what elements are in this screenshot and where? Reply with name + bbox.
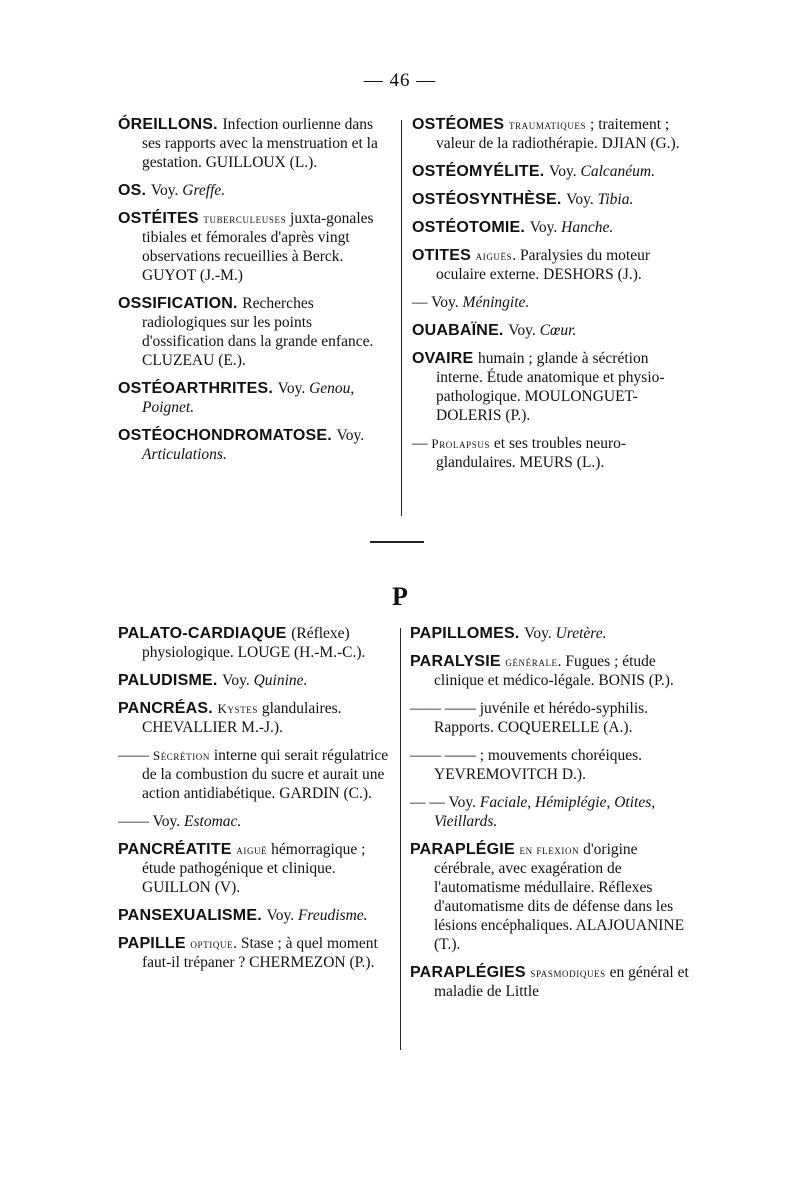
- entry-headword: PALUDISME.: [118, 672, 223, 689]
- entry-headword: OUABAÏNE.: [412, 322, 509, 339]
- index-entry: [118, 294, 390, 370]
- entry-crossref: Hanche.: [561, 219, 614, 236]
- index-entry: [118, 209, 390, 285]
- entry-text: ——: [118, 747, 153, 764]
- entry-headword: OSTÉOMES: [412, 116, 509, 133]
- index-entry: [412, 349, 688, 425]
- column-top-right: [412, 115, 688, 481]
- entry-headword: PAPILLOMES.: [410, 625, 525, 642]
- index-entry: [412, 434, 688, 472]
- index-entry: [410, 793, 690, 831]
- entry-headword: OSTÉOARTHRITES.: [118, 380, 278, 397]
- entry-text: . Fugues ; étude clinique et médico-légale. BONIS (P.).: [434, 653, 674, 689]
- entry-text: —— —— juvénile et hérédo-syphilis. Rapports. COQUERELLE (A.).: [410, 700, 649, 736]
- index-entry: [410, 840, 690, 954]
- index-entry: [412, 115, 688, 153]
- entry-crossref: Genou, Poignet.: [142, 380, 355, 416]
- column-divider-bottom: [400, 628, 401, 1050]
- entry-crossref: Méningite.: [462, 294, 530, 311]
- index-entry: [412, 246, 688, 284]
- entry-text: Voy.: [524, 625, 556, 642]
- entry-text: . Stase ; à quel moment faut-il trépaner ? CHERMEZON (P.).: [142, 935, 378, 971]
- entry-text: aiguës: [475, 248, 513, 263]
- entry-headword: OTITES: [412, 247, 476, 264]
- page-number: — 46 —: [363, 70, 437, 91]
- entry-text: générale: [505, 654, 558, 669]
- entry-text: humain ; glande à sécrétion interne. Étude anatomique et physio-pathologique. MOULONGUET-DOLERIS (P.).: [436, 350, 665, 424]
- entry-text: aiguë: [236, 842, 268, 857]
- entry-text: — Voy.: [412, 294, 463, 311]
- entry-crossref: Cœur.: [539, 322, 577, 339]
- entry-headword: OSTÉOTOMIE.: [412, 219, 530, 236]
- entry-text: spasmodiques: [530, 965, 606, 980]
- index-entry: [412, 162, 688, 181]
- entry-text: en général et maladie de Little: [434, 964, 689, 1000]
- index-entry: [118, 812, 390, 831]
- entry-text: Kystes: [217, 701, 258, 716]
- index-entry: [410, 699, 690, 737]
- index-entry: [412, 218, 688, 237]
- entry-crossref: Uretère.: [555, 625, 607, 642]
- entry-text: — — Voy.: [410, 794, 480, 811]
- entry-text: Sécrétion: [152, 748, 210, 763]
- entry-headword: OSTÉOCHONDROMATOSE.: [118, 427, 337, 444]
- index-entry: [412, 321, 688, 340]
- entry-crossref: Articulations.: [142, 446, 227, 463]
- index-entry: [118, 115, 390, 172]
- entry-text: ; traitement ; valeur de la radiothérapie. DJIAN (G.).: [436, 116, 680, 152]
- entry-text: Voy.: [266, 907, 298, 924]
- index-entry: [410, 652, 690, 690]
- entry-headword: OSTÉOMYÉLITE.: [412, 163, 550, 180]
- entry-text: (Réflexe) physiologique. LOUGE (H.-M.-C.).: [142, 625, 366, 661]
- column-bottom-left: [118, 624, 390, 981]
- entry-crossref: Tibia.: [597, 191, 634, 208]
- entry-text: Voy.: [529, 219, 562, 236]
- index-entry: [118, 840, 390, 897]
- entry-crossref: Freudisme.: [297, 907, 368, 924]
- index-entry: [118, 671, 390, 690]
- entry-text: . Paralysies du moteur oculaire externe. DESHORS (J.).: [436, 247, 651, 283]
- entry-crossref: Quinine.: [253, 672, 308, 689]
- entry-text: Recherches radiologiques sur les points d'ossification dans la grande enfance. CLUZEAU (E.).: [142, 295, 374, 369]
- entry-text: Voy.: [222, 672, 254, 689]
- index-entry: [412, 190, 688, 209]
- entry-headword: OSTÉOSYNTHÈSE.: [412, 191, 567, 208]
- entry-text: optique: [190, 936, 234, 951]
- entry-text: d'origine cérébrale, avec exagération de l'automatisme médullaire. Réflexes d'automatisme dits de défense dans les lésions encéphaliques. ALAJOUANINE (T.).: [434, 841, 685, 953]
- entry-text: juxta-gonales tibiales et fémorales d'après vingt observations recueillies à Berck. GUYOT (J.-M.): [142, 210, 374, 284]
- entry-text: en flexion: [519, 842, 580, 857]
- column-bottom-right: [410, 624, 690, 1010]
- entry-text: —— Voy.: [118, 813, 185, 830]
- entry-text: tuberculeuses: [203, 211, 291, 226]
- entry-headword: PALATO-CARDIAQUE: [118, 625, 292, 642]
- entry-headword: PARAPLÉGIE: [410, 841, 520, 858]
- index-entry: [118, 379, 390, 417]
- entry-text: Voy.: [150, 182, 183, 199]
- index-entry: [118, 624, 390, 662]
- index-entry: [118, 906, 390, 925]
- entry-headword: ÓREILLONS.: [118, 116, 223, 133]
- entry-text: Voy.: [277, 380, 310, 397]
- entry-text: Voy.: [566, 191, 598, 208]
- entry-text: Voy.: [336, 427, 365, 444]
- entry-headword: PARALYSIE: [410, 653, 506, 670]
- entry-headword: PAPILLE: [118, 935, 191, 952]
- index-entry: [410, 624, 690, 643]
- index-entry: [410, 963, 690, 1001]
- entry-text: Voy.: [549, 163, 581, 180]
- index-entry: [118, 934, 390, 972]
- entry-headword: PANCRÉATITE: [118, 841, 237, 858]
- section-letter: P: [392, 582, 408, 611]
- section-divider: [370, 541, 424, 543]
- entry-headword: OS.: [118, 182, 151, 199]
- column-divider-top: [401, 120, 402, 516]
- index-entry: [118, 699, 390, 737]
- entry-text: interne qui serait régulatrice de la combustion du sucre et aurait une action antidiabétique. GARDIN (C.).: [142, 747, 389, 802]
- entry-headword: PANCRÉAS.: [118, 700, 218, 717]
- entry-headword: OSTÉITES: [118, 210, 204, 227]
- entry-crossref: Faciale, Hémiplégie, Otites, Vieillards.: [434, 794, 656, 830]
- index-entry: [118, 181, 390, 200]
- entry-text: —: [412, 435, 432, 452]
- entry-crossref: Estomac.: [184, 813, 242, 830]
- index-entry: [412, 293, 688, 312]
- entry-headword: PARAPLÉGIES: [410, 964, 531, 981]
- column-top-left: [118, 115, 390, 473]
- entry-text: glandulaires. CHEVALLIER M.-J.).: [142, 700, 342, 736]
- index-entry: [118, 426, 390, 464]
- entry-text: et ses troubles neuro-glandulaires. MEURS (L.).: [436, 435, 627, 471]
- entry-headword: OSSIFICATION.: [118, 295, 243, 312]
- entry-text: traumatiques: [508, 117, 587, 132]
- entry-text: Infection ourlienne dans ses rapports avec la menstruation et la gestation. GUILLOUX (L.).: [142, 116, 378, 171]
- entry-headword: PANSEXUALISME.: [118, 907, 267, 924]
- entry-text: —— —— ; mouvements choréiques. YEVREMOVITCH D.).: [410, 747, 643, 783]
- entry-text: Prolapsus: [431, 436, 491, 451]
- index-entry: [410, 746, 690, 784]
- entry-headword: OVAIRE: [412, 350, 479, 367]
- entry-crossref: Calcanéum.: [580, 163, 655, 180]
- index-entry: [118, 746, 390, 803]
- entry-text: hémorragique ; étude pathogénique et clinique. GUILLON (V).: [142, 841, 366, 896]
- entry-crossref: Greffe.: [182, 182, 226, 199]
- entry-text: Voy.: [508, 322, 540, 339]
